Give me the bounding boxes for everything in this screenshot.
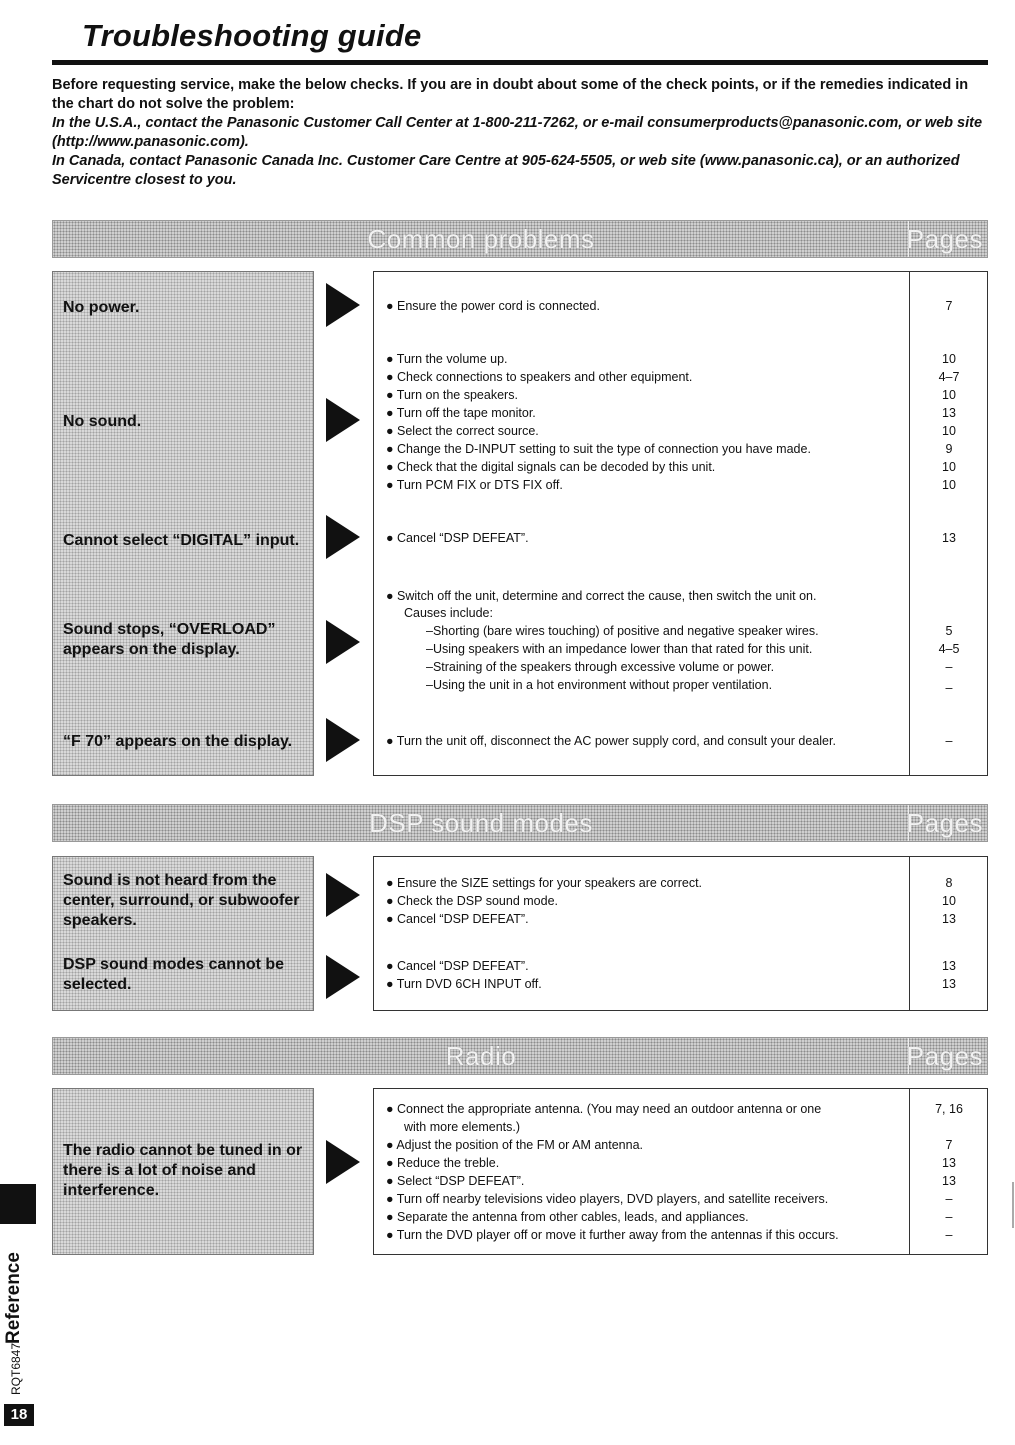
remedy-line: ● Select “DSP DEFEAT”.: [386, 1174, 525, 1188]
arrow-icon: [326, 398, 360, 442]
remedy-page: 5: [945, 624, 953, 638]
remedy-page: 13: [942, 959, 956, 973]
remedy-page: 10: [942, 388, 956, 402]
remedy-page: 7: [945, 299, 953, 313]
remedy-page: –: [945, 1192, 953, 1206]
sidebar-code-text: RQT6847: [9, 1342, 24, 1396]
intro-line-1: Before requesting service, make the below checks. If you are in doubt about some of the check points, or if the remedies indicated in the chart do not solve the problem:: [52, 77, 969, 112]
problem-dsp-cannot-select: DSP sound modes cannot be selected.: [63, 956, 285, 993]
remedy-line: ● Check that the digital signals can be decoded by this unit.: [386, 460, 716, 474]
remedy-line: ● Cancel “DSP DEFEAT”.: [386, 531, 529, 545]
remedy-page: 10: [942, 352, 956, 366]
arrow-icon: [326, 955, 360, 999]
pages-label: Pages: [906, 224, 983, 254]
remedy-line: –Shorting (bare wires touching) of positive and negative speaker wires.: [426, 624, 819, 638]
remedy-line: ● Turn PCM FIX or DTS FIX off.: [386, 478, 563, 492]
remedy-page: 10: [942, 460, 956, 474]
remedy-line: ● Cancel “DSP DEFEAT”.: [386, 912, 529, 926]
sidebar-code: [8, 1340, 32, 1400]
remedy-line: ● Turn on the speakers.: [386, 388, 518, 402]
remedy-line: ● Turn DVD 6CH INPUT off.: [386, 977, 542, 991]
page-title: Troubleshooting guide: [82, 18, 422, 53]
remedy-page: 13: [942, 977, 956, 991]
common-remedies-panel: [373, 271, 988, 776]
intro: [52, 76, 992, 190]
remedy-page: 10: [942, 894, 956, 908]
remedy-page: 10: [942, 478, 956, 492]
remedy-page: 13: [942, 406, 956, 420]
problem-cannot-select-digital: Cannot select “DIGITAL” input.: [63, 532, 300, 549]
pages-column-divider: [909, 272, 910, 775]
arrow-icon: [326, 515, 360, 559]
remedy-page: 7, 16: [935, 1102, 963, 1116]
problem-radio-noise: The radio cannot be tuned in or there is a lot of noise and interference.: [63, 1142, 303, 1199]
remedy-page: 4–5: [938, 642, 960, 656]
remedy-line: ● Select the correct source.: [386, 424, 539, 438]
remedy-line: ● Separate the antenna from other cables, leads, and appliances.: [386, 1210, 749, 1224]
remedy-page: –: [945, 660, 953, 674]
title-rule: [52, 60, 988, 65]
arrow-icon: [326, 873, 360, 917]
problem-no-sound: No sound.: [63, 413, 142, 430]
remedy-line: ● Turn off nearby televisions video players, DVD players, and satellite receivers.: [386, 1192, 829, 1206]
radio-problems-panel: [52, 1088, 314, 1255]
problem-no-surround-sound: Sound is not heard from the center, surround, or subwoofer speakers.: [63, 872, 300, 929]
intro-line-3: In Canada, contact Panasonic Canada Inc. Customer Care Centre at 905-624-5505, or web site (www.panasonic.ca), or an authorized Servicentre closest to you.: [52, 153, 960, 188]
remedy-line: –Using speakers with an impedance lower than that rated for this unit.: [426, 642, 813, 656]
radio-header: [52, 1037, 988, 1075]
arrow-icon: [326, 620, 360, 664]
problem-f70: “F 70” appears on the display.: [63, 733, 293, 750]
remedy-page: 13: [942, 531, 956, 545]
remedy-page: 8: [945, 876, 953, 890]
remedy-page: –: [945, 734, 953, 748]
pages-label: Pages: [906, 808, 983, 838]
remedy-page: 13: [942, 1174, 956, 1188]
remedy-line: ● Change the D-INPUT setting to suit the type of connection you have made.: [386, 442, 811, 456]
edge-mark: [1012, 1182, 1014, 1228]
problem-no-power: No power.: [63, 299, 140, 316]
section-title: DSP sound modes: [369, 808, 593, 838]
remedy-page: –: [945, 1228, 953, 1242]
remedy-line: ● Switch off the unit, determine and correct the cause, then switch the unit on.: [386, 589, 817, 603]
remedy-line: ● Turn off the tape monitor.: [386, 406, 536, 420]
pages-label: Pages: [906, 1041, 983, 1071]
remedy-line: ● Ensure the SIZE settings for your speakers are correct.: [386, 876, 703, 890]
remedy-line: with more elements.): [404, 1120, 521, 1134]
arrow-icon: [326, 283, 360, 327]
remedy-page: 4–7: [938, 370, 960, 384]
section-title: Common problems: [367, 224, 595, 254]
dsp-problems-panel: [52, 856, 314, 1011]
remedy-page: –: [945, 681, 953, 695]
problem-overload: Sound stops, “OVERLOAD” appears on the display.: [63, 621, 276, 658]
sidebar-reference-text: Reference: [2, 1252, 24, 1344]
radio-remedies-panel: [373, 1088, 988, 1255]
arrow-icon: [326, 718, 360, 762]
common-problems-panel: [52, 271, 314, 776]
section-tab-marker: [0, 1184, 36, 1224]
remedy-line: ● Check the DSP sound mode.: [386, 894, 558, 908]
remedy-line: ● Ensure the power cord is connected.: [386, 299, 600, 313]
dsp-sound-modes-header: [52, 804, 988, 842]
remedy-line: ● Reduce the treble.: [386, 1156, 500, 1170]
remedy-line: ● Turn the DVD player off or move it further away from the antennas if this occurs.: [386, 1228, 839, 1242]
remedy-line: Causes include:: [404, 606, 493, 620]
common-problems-header: [52, 220, 988, 258]
dsp-remedies-panel: [373, 856, 988, 1011]
intro-line-2: In the U.S.A., contact the Panasonic Customer Call Center at 1-800-211-7262, or e-mail consumerproducts@panasonic.com, or web site (http://www.panasonic.com).: [52, 115, 983, 150]
remedy-page: 13: [942, 1156, 956, 1170]
remedy-page: –: [945, 1210, 953, 1224]
section-title: Radio: [445, 1041, 517, 1071]
sidebar-label: [2, 1242, 32, 1352]
remedy-line: ● Connect the appropriate antenna. (You may need an outdoor antenna or one: [386, 1102, 822, 1116]
remedy-line: –Using the unit in a hot environment without proper ventilation.: [426, 678, 773, 692]
remedy-page: 7: [945, 1138, 953, 1152]
arrow-icon: [326, 1140, 360, 1184]
remedy-line: ● Turn the volume up.: [386, 352, 508, 366]
remedy-page: 9: [945, 442, 953, 456]
remedy-line: –Straining of the speakers through excessive volume or power.: [426, 660, 775, 674]
remedy-page: 10: [942, 424, 956, 438]
remedy-line: ● Check connections to speakers and other equipment.: [386, 370, 693, 384]
remedy-line: ● Adjust the position of the FM or AM antenna.: [386, 1138, 644, 1152]
remedy-page: 13: [942, 912, 956, 926]
page-number: 18: [4, 1404, 34, 1426]
remedy-line: ● Cancel “DSP DEFEAT”.: [386, 959, 529, 973]
remedy-line: ● Turn the unit off, disconnect the AC power supply cord, and consult your dealer.: [386, 734, 836, 748]
